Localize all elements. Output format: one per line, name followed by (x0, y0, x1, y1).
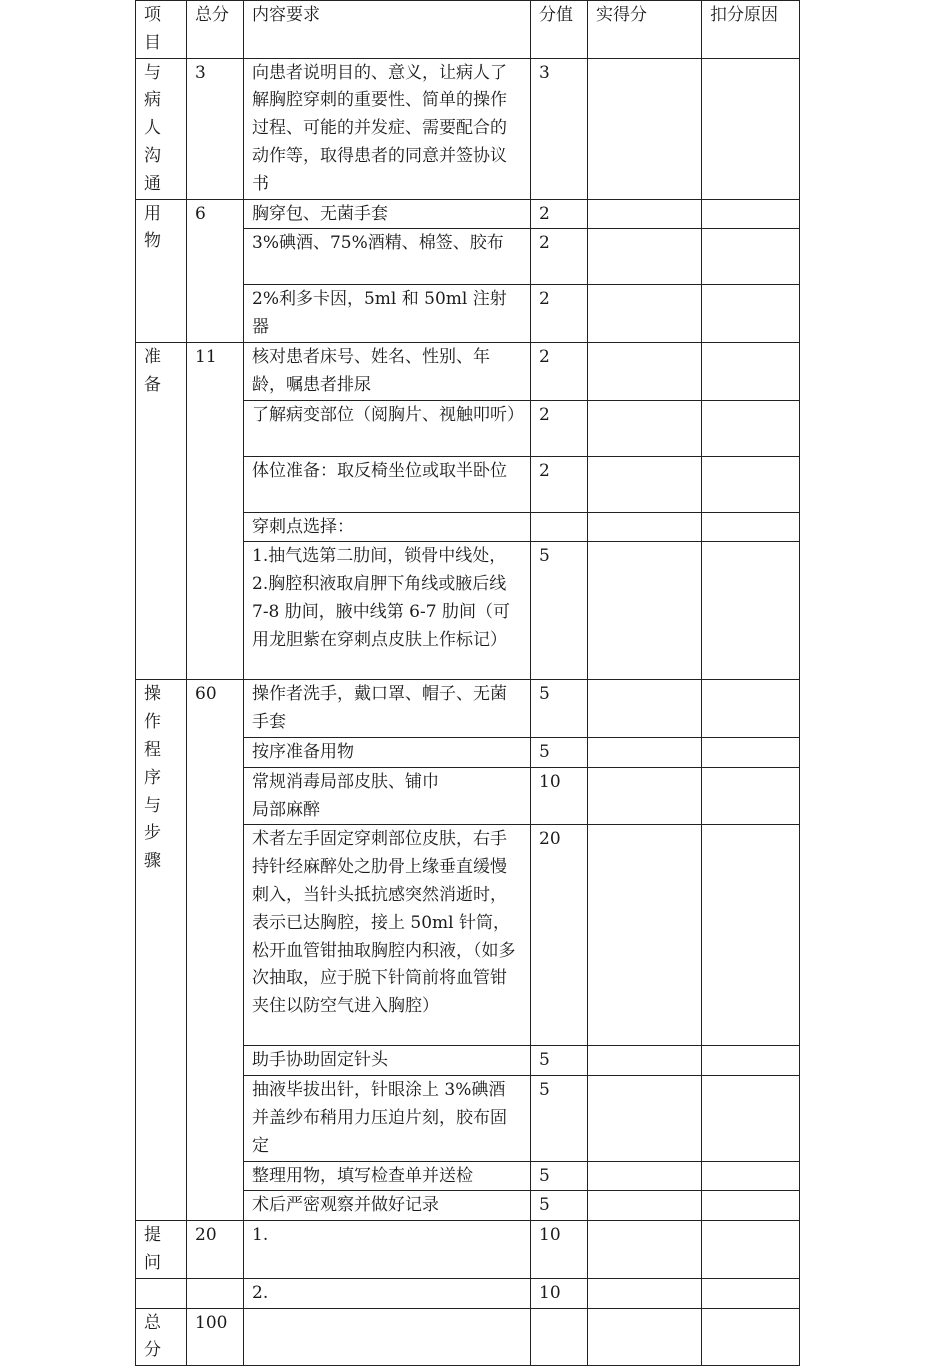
score-cell[interactable] (588, 825, 702, 1046)
header-total: 总分 (187, 1, 244, 59)
section-name: 用物 (136, 199, 187, 342)
table-row (136, 680, 800, 738)
content-cell: 操作者洗手，戴口罩、帽子、无菌手套 (244, 680, 531, 738)
score-cell[interactable] (588, 285, 702, 343)
score-cell[interactable] (588, 1191, 702, 1221)
table-row (136, 58, 800, 199)
score-cell[interactable] (588, 767, 702, 825)
grand-total-row (136, 1308, 800, 1366)
reason-cell[interactable] (702, 512, 800, 542)
score-cell[interactable] (588, 737, 702, 767)
points-cell: 2 (531, 342, 588, 400)
content-cell: 1. (244, 1221, 531, 1279)
points-cell: 2 (531, 229, 588, 285)
score-cell[interactable] (588, 1076, 702, 1161)
reason-cell[interactable] (702, 680, 800, 738)
reason-cell[interactable] (702, 342, 800, 400)
content-cell: 了解病变部位（阅胸片、视触叩听） (244, 400, 531, 456)
reason-cell[interactable] (702, 825, 800, 1046)
section-name-empty (136, 1278, 187, 1308)
section-total: 6 (187, 199, 244, 342)
reason-cell[interactable] (702, 1161, 800, 1191)
points-cell: 3 (531, 58, 588, 199)
section-total: 3 (187, 58, 244, 199)
content-cell: 抽液毕拔出针，针眼涂上 3%碘酒并盖纱布稍用力压迫片刻，胶布固定 (244, 1076, 531, 1161)
section-name: 操作程序与步骤 (136, 680, 187, 1221)
content-cell: 穿刺点选择： (244, 512, 531, 542)
score-cell[interactable] (588, 542, 702, 680)
points-cell: 2 (531, 199, 588, 229)
content-cell: 3%碘酒、75%酒精、棉签、胶布 (244, 229, 531, 285)
section-name: 准备 (136, 342, 187, 679)
points-cell (531, 512, 588, 542)
score-cell[interactable] (588, 1046, 702, 1076)
table-row (136, 199, 800, 229)
score-cell[interactable] (588, 342, 702, 400)
content-cell: 术者左手固定穿刺部位皮肤，右手持针经麻醉处之肋骨上缘垂直缓慢刺入，当针头抵抗感突然消逝时，表示已达胸腔，接上 50ml 针筒，松开血管钳抽取胸腔内积液，（如多次抽取，应于脱下针筒前将血管钳夹住以防空气进入胸腔） (244, 825, 531, 1046)
section-total: 11 (187, 342, 244, 679)
score-cell[interactable] (588, 512, 702, 542)
points-cell: 2 (531, 400, 588, 456)
reason-cell[interactable] (702, 285, 800, 343)
reason-cell[interactable] (702, 1076, 800, 1161)
content-cell: 2%利多卡因，5ml 和 50ml 注射器 (244, 285, 531, 343)
table-row (136, 1278, 800, 1308)
grand-total-value: 100 (187, 1308, 244, 1366)
header-reason: 扣分原因 (702, 1, 800, 59)
reason-cell[interactable] (702, 456, 800, 512)
content-cell: 体位准备：取反椅坐位或取半卧位 (244, 456, 531, 512)
points-cell: 10 (531, 1221, 588, 1279)
score-cell[interactable] (588, 1278, 702, 1308)
points-cell: 5 (531, 542, 588, 680)
reason-cell[interactable] (702, 400, 800, 456)
score-cell[interactable] (588, 58, 702, 199)
points-cell (531, 1308, 588, 1366)
points-cell: 10 (531, 1278, 588, 1308)
points-cell: 5 (531, 1076, 588, 1161)
score-cell[interactable] (588, 680, 702, 738)
points-cell: 5 (531, 737, 588, 767)
content-cell: 按序准备用物 (244, 737, 531, 767)
reason-cell[interactable] (702, 1221, 800, 1279)
reason-cell[interactable] (702, 1308, 800, 1366)
content-cell: 胸穿包、无菌手套 (244, 199, 531, 229)
reason-cell[interactable] (702, 1046, 800, 1076)
section-total: 60 (187, 680, 244, 1221)
score-cell[interactable] (588, 456, 702, 512)
header-row (136, 1, 800, 59)
section-name: 与病人沟通 (136, 58, 187, 199)
section-name: 提问 (136, 1221, 187, 1279)
points-cell: 2 (531, 285, 588, 343)
reason-cell[interactable] (702, 767, 800, 825)
section-total-empty (187, 1278, 244, 1308)
header-score: 实得分 (588, 1, 702, 59)
content-cell: 向患者说明目的、意义，让病人了解胸腔穿刺的重要性、简单的操作过程、可能的并发症、需要配合的动作等，取得患者的同意并签协议书 (244, 58, 531, 199)
scoring-table (135, 0, 800, 1366)
table-row (136, 342, 800, 400)
content-cell (244, 1308, 531, 1366)
points-cell: 20 (531, 825, 588, 1046)
header-item: 项目 (136, 1, 187, 59)
table-row (136, 1221, 800, 1279)
content-cell: 术后严密观察并做好记录 (244, 1191, 531, 1221)
points-cell: 5 (531, 1191, 588, 1221)
score-cell[interactable] (588, 1221, 702, 1279)
points-cell: 2 (531, 456, 588, 512)
score-cell[interactable] (588, 1308, 702, 1366)
grand-total-label: 总分 (136, 1308, 187, 1366)
reason-cell[interactable] (702, 1191, 800, 1221)
points-cell: 5 (531, 1161, 588, 1191)
score-cell[interactable] (588, 400, 702, 456)
reason-cell[interactable] (702, 737, 800, 767)
points-cell: 10 (531, 767, 588, 825)
reason-cell[interactable] (702, 542, 800, 680)
header-content: 内容要求 (244, 1, 531, 59)
score-cell[interactable] (588, 1161, 702, 1191)
content-cell: 2. (244, 1278, 531, 1308)
section-total: 20 (187, 1221, 244, 1279)
score-cell[interactable] (588, 199, 702, 229)
content-cell: 1.抽气选第二肋间，锁骨中线处，2.胸腔积液取肩胛下角线或腋后线 7-8 肋间，腋中线第 6-7 肋间（可用龙胆紫在穿刺点皮肤上作标记） (244, 542, 531, 680)
score-cell[interactable] (588, 229, 702, 285)
reason-cell[interactable] (702, 229, 800, 285)
content-cell: 常规消毒局部皮肤、铺巾 局部麻醉 (244, 767, 531, 825)
reason-cell[interactable] (702, 58, 800, 199)
reason-cell[interactable] (702, 1278, 800, 1308)
content-cell: 核对患者床号、姓名、性别、年龄，嘱患者排尿 (244, 342, 531, 400)
points-cell: 5 (531, 680, 588, 738)
reason-cell[interactable] (702, 199, 800, 229)
content-cell: 助手协助固定针头 (244, 1046, 531, 1076)
points-cell: 5 (531, 1046, 588, 1076)
content-cell: 整理用物，填写检查单并送检 (244, 1161, 531, 1191)
header-points: 分值 (531, 1, 588, 59)
